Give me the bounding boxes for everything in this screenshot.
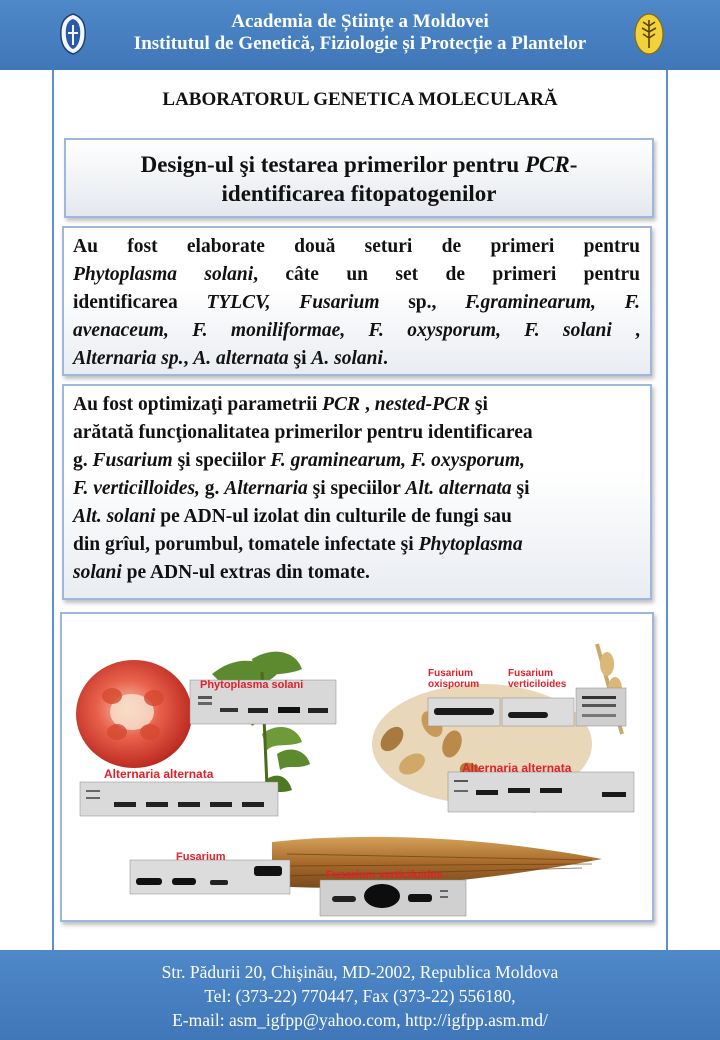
pcr-optimization-box xyxy=(62,384,652,600)
footer-address: Str. Pădurii 20, Chişinău, MD-2002, Republica Moldova xyxy=(161,962,559,982)
label-phytoplasma-solani: Phytoplasma solani xyxy=(200,679,304,691)
paragraph-line: avenaceum, F. moniliformae, F. oxysporum, F. solani , xyxy=(73,320,640,341)
label-fusarium-vert-species: verticiloides xyxy=(508,679,567,690)
label-alternaria-right: Alternaria alternata xyxy=(462,761,572,775)
header-academy-name: Academia de Științe a Moldovei xyxy=(231,11,489,32)
label-fusarium-verticiloides: Fusarium verticiloides xyxy=(326,869,443,881)
gel-fusarium-verticiloides xyxy=(320,880,466,916)
academy-crest-icon xyxy=(59,13,87,55)
results-figure xyxy=(60,612,654,922)
paragraph-line: Alt. solani pe ADN-ul izolat din culturile de fungi sau xyxy=(73,506,512,527)
paragraph-line: Au fost elaborate două seturi de primeri pentru xyxy=(73,236,640,257)
paragraph-line: solani pe ADN-ul extras din tomate. xyxy=(73,562,370,583)
label-alternaria-left: Alternaria alternata xyxy=(104,767,214,781)
label-fusarium-oxi-genus: Fusarium xyxy=(428,668,474,679)
topic-title-line1: Design-ul şi testarea primerilor pentru PCR- xyxy=(140,152,578,177)
topic-title-line2: identificarea fitopatogenilor xyxy=(221,181,497,206)
page-footer xyxy=(0,950,720,1040)
paragraph-line: Au fost optimizaţi parametrii PCR , nested-PCR şi xyxy=(73,394,488,415)
laboratory-title: LABORATORUL GENETICA MOLECULARĂ xyxy=(162,89,558,110)
left-frame-line xyxy=(52,70,54,950)
right-frame-line xyxy=(666,70,668,950)
tomato-image xyxy=(76,660,192,768)
gel-collage xyxy=(62,614,652,920)
institute-emblem-icon xyxy=(634,12,664,56)
paragraph-line: arătată funcţionalitatea primerilor pentru identificarea xyxy=(73,422,533,443)
paragraph-line: Alternaria sp., A. alternata şi A. solani. xyxy=(73,348,388,369)
paragraph-line: Phytoplasma solani, câte un set de primeri pentru xyxy=(73,264,640,285)
label-fusarium-oxi-species: oxisporum xyxy=(428,679,480,690)
page-header xyxy=(0,0,720,70)
paragraph-line: identificarea TYLCV, Fusarium sp., F.graminearum, F. xyxy=(73,292,640,313)
paragraph-line: din grîul, porumbul, tomatele infectate şi Phytoplasma xyxy=(73,534,523,555)
footer-email-website: E-mail: asm_igfpp@yahoo.com, http://igfpp.asm.md/ xyxy=(172,1010,548,1030)
footer-phone-fax: Tel: (373-22) 770447, Fax (373-22) 556180, xyxy=(204,986,516,1006)
primers-design-box xyxy=(62,226,652,376)
topic-title-box xyxy=(64,138,654,218)
paragraph-line: F. verticilloides, g. Alternaria şi speciilor Alt. alternata şi xyxy=(73,478,530,499)
label-fusarium-vert-genus: Fusarium xyxy=(508,668,554,679)
gel-alternaria-left xyxy=(80,782,278,816)
gel-fusarium xyxy=(130,860,290,894)
header-institute-name: Institutul de Genetică, Fiziologie și Protecție a Plantelor xyxy=(133,33,587,54)
paragraph-line: g. Fusarium şi speciilor F. graminearum, F. oxysporum, xyxy=(73,450,525,471)
gel-alternaria-right xyxy=(448,772,634,812)
label-fusarium: Fusarium xyxy=(176,851,226,863)
